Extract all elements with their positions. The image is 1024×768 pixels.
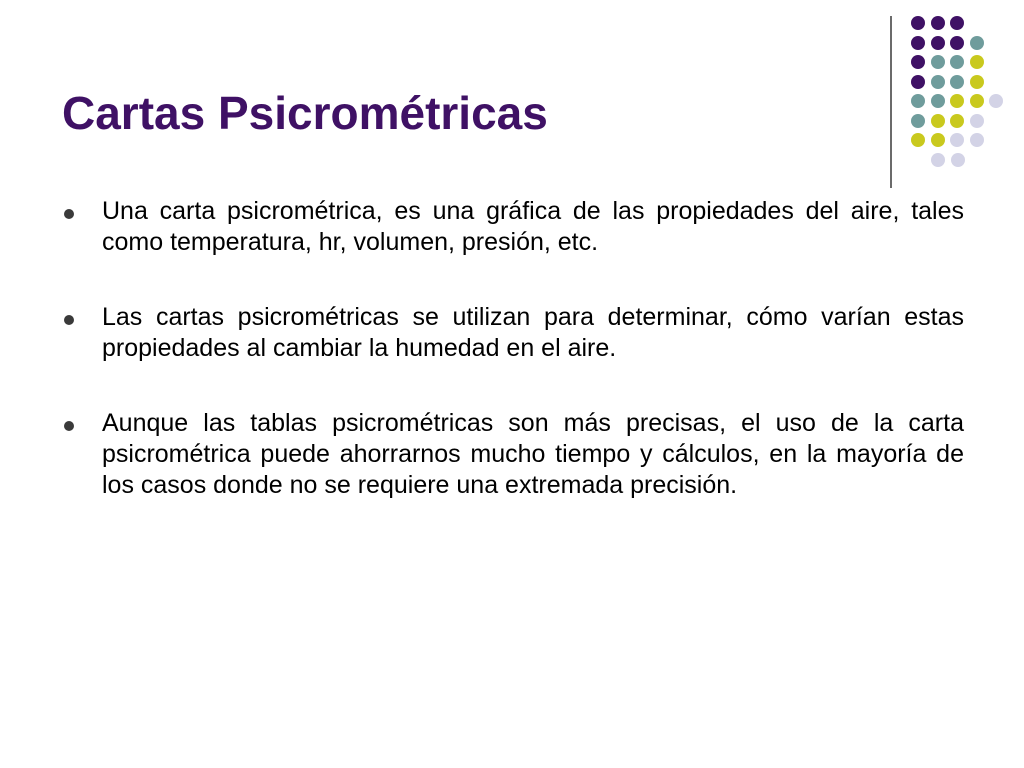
lime-dot bbox=[970, 55, 984, 69]
teal-dot bbox=[911, 114, 925, 128]
bullet-item bbox=[62, 196, 964, 258]
bullet-list bbox=[62, 196, 964, 545]
bullet-dot-icon bbox=[64, 421, 74, 431]
teal-dot bbox=[950, 75, 964, 89]
purple-dot bbox=[911, 16, 925, 30]
bullet-item bbox=[62, 302, 964, 364]
teal-dot bbox=[931, 94, 945, 108]
lime-dot bbox=[970, 94, 984, 108]
bullet-dot-icon bbox=[64, 315, 74, 325]
lavender-dot bbox=[970, 133, 984, 147]
purple-dot bbox=[931, 36, 945, 50]
lime-dot bbox=[950, 114, 964, 128]
bullet-text: Las cartas psicrométricas se utilizan para determinar, cómo varían estas propiedades al cambiar la humedad en el aire. bbox=[102, 303, 964, 362]
slide-title: Cartas Psicrométricas bbox=[62, 87, 548, 139]
bullet-text: Aunque las tablas psicrométricas son más precisas, el uso de la carta psicrométrica puede ahorrarnos mucho tiempo y cálculos, en la mayoría de los casos donde no se requiere una extremada precisión. bbox=[102, 409, 964, 499]
lime-dot bbox=[970, 75, 984, 89]
lavender-dot bbox=[970, 114, 984, 128]
teal-dot bbox=[931, 55, 945, 69]
bullet-text: Una carta psicrométrica, es una gráfica de las propiedades del aire, tales como temperatura, hr, volumen, presión, etc. bbox=[102, 197, 964, 256]
teal-dot bbox=[931, 75, 945, 89]
purple-dot bbox=[911, 55, 925, 69]
purple-dot bbox=[911, 36, 925, 50]
lavender-dot bbox=[989, 94, 1003, 108]
purple-dot bbox=[911, 75, 925, 89]
teal-dot bbox=[970, 36, 984, 50]
bullet-item bbox=[62, 408, 964, 501]
purple-dot bbox=[950, 36, 964, 50]
lavender-dot bbox=[950, 133, 964, 147]
lime-dot bbox=[931, 133, 945, 147]
lime-dot bbox=[931, 114, 945, 128]
purple-dot bbox=[950, 16, 964, 30]
lime-dot bbox=[950, 94, 964, 108]
lavender-dot bbox=[951, 153, 965, 167]
title-divider-line bbox=[890, 16, 892, 188]
bullet-dot-icon bbox=[64, 209, 74, 219]
purple-dot bbox=[931, 16, 945, 30]
lavender-dot bbox=[931, 153, 945, 167]
teal-dot bbox=[950, 55, 964, 69]
teal-dot bbox=[911, 94, 925, 108]
lime-dot bbox=[911, 133, 925, 147]
